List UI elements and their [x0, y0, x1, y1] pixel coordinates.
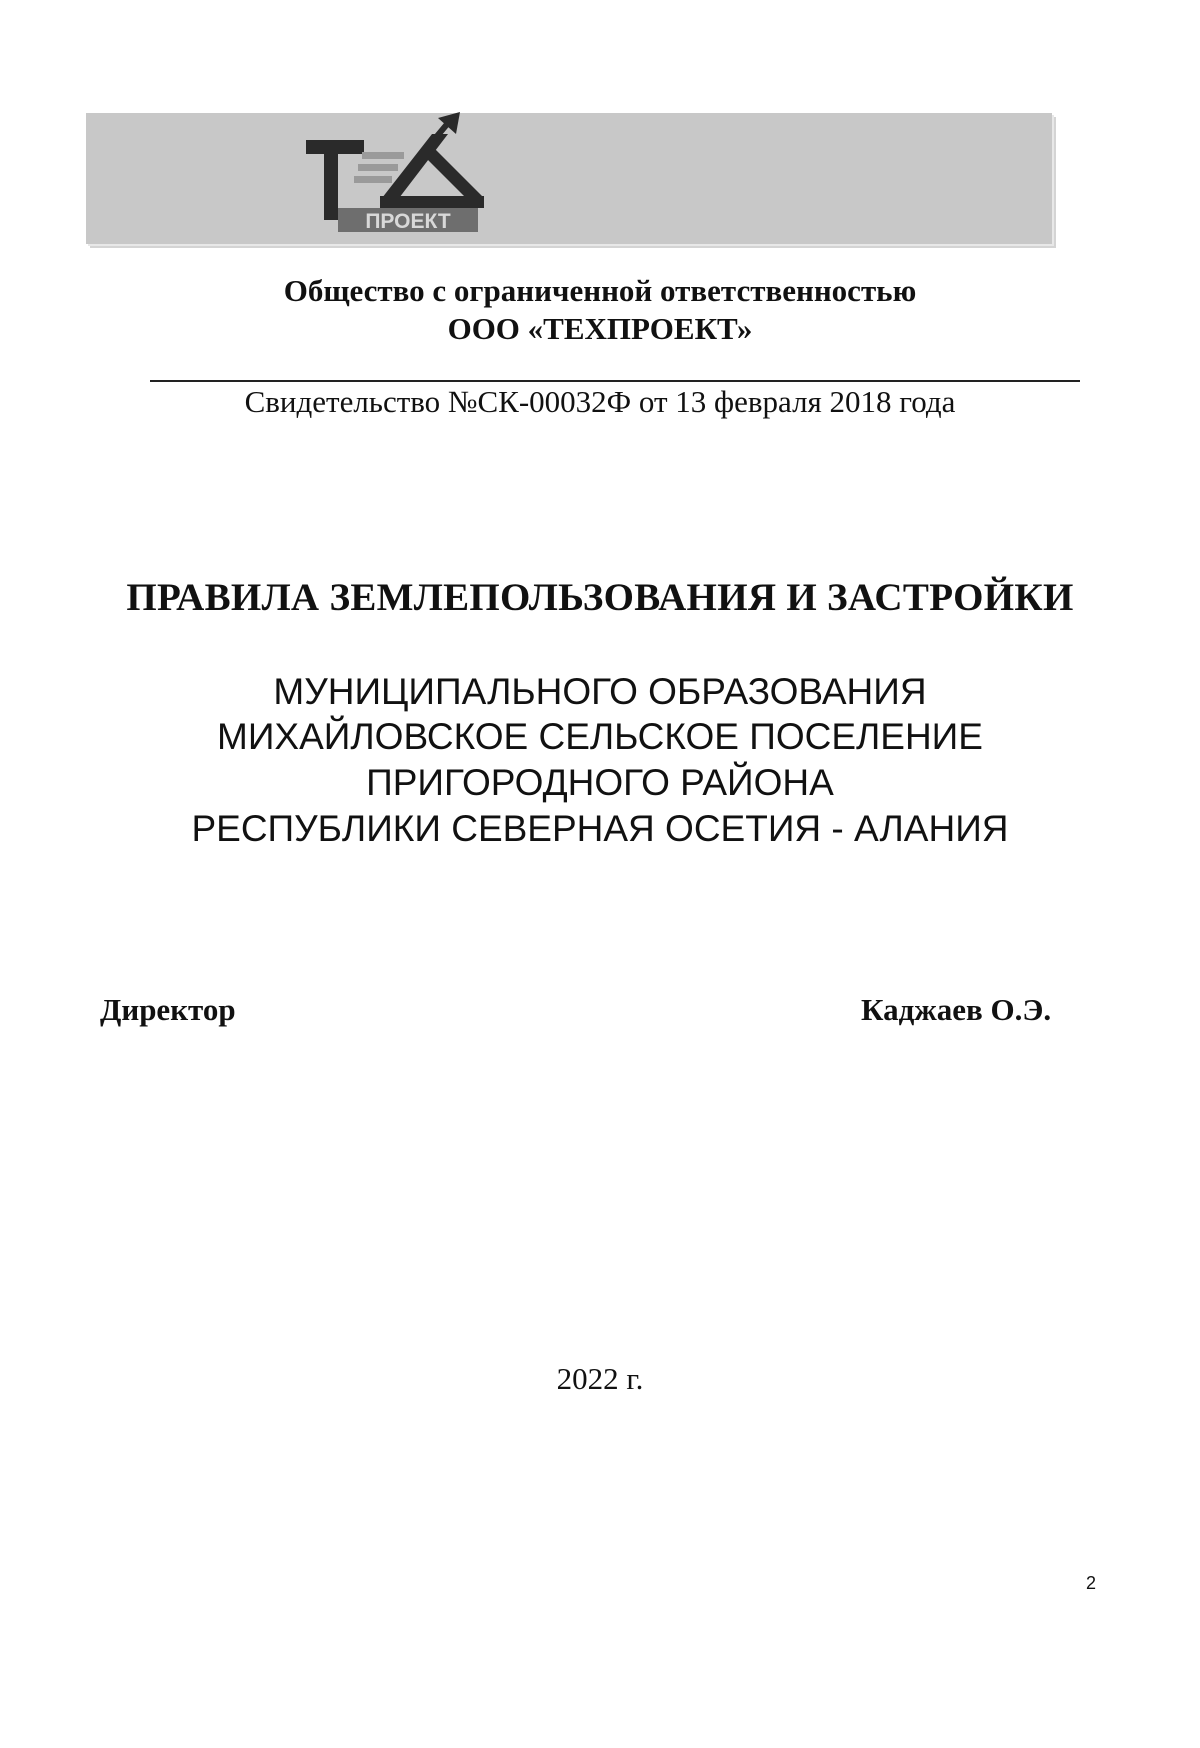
document-year: 2022 г. — [556, 1361, 644, 1396]
techproekt-logo — [300, 112, 500, 234]
signature-name: Каджаев О.Э. — [861, 992, 1052, 1027]
header-banner — [86, 113, 1052, 244]
subtitle-line: МИХАЙЛОВСКОЕ СЕЛЬСКОЕ ПОСЕЛЕНИЕ — [217, 716, 983, 757]
page-number: 2 — [1086, 1573, 1097, 1593]
logo-text: ПРОЕКТ — [365, 210, 451, 233]
subtitle-line: РЕСПУБЛИКИ СЕВЕРНАЯ ОСЕТИЯ - АЛАНИЯ — [191, 808, 1009, 849]
certificate-line: Свидетельство №СК-00032Ф от 13 февраля 2018 года — [244, 384, 956, 419]
org-short-name: ООО «ТЕХПРОЕКТ» — [447, 311, 753, 346]
document-title: ПРАВИЛА ЗЕМЛЕПОЛЬЗОВАНИЯ И ЗАСТРОЙКИ — [126, 576, 1074, 619]
signature-role: Директор — [100, 992, 236, 1027]
subtitle-line: ПРИГОРОДНОГО РАЙОНА — [366, 762, 834, 803]
subtitle-line: МУНИЦИПАЛЬНОГО ОБРАЗОВАНИЯ — [273, 671, 927, 712]
org-full-name: Общество с ограниченной ответственностью — [283, 273, 917, 308]
